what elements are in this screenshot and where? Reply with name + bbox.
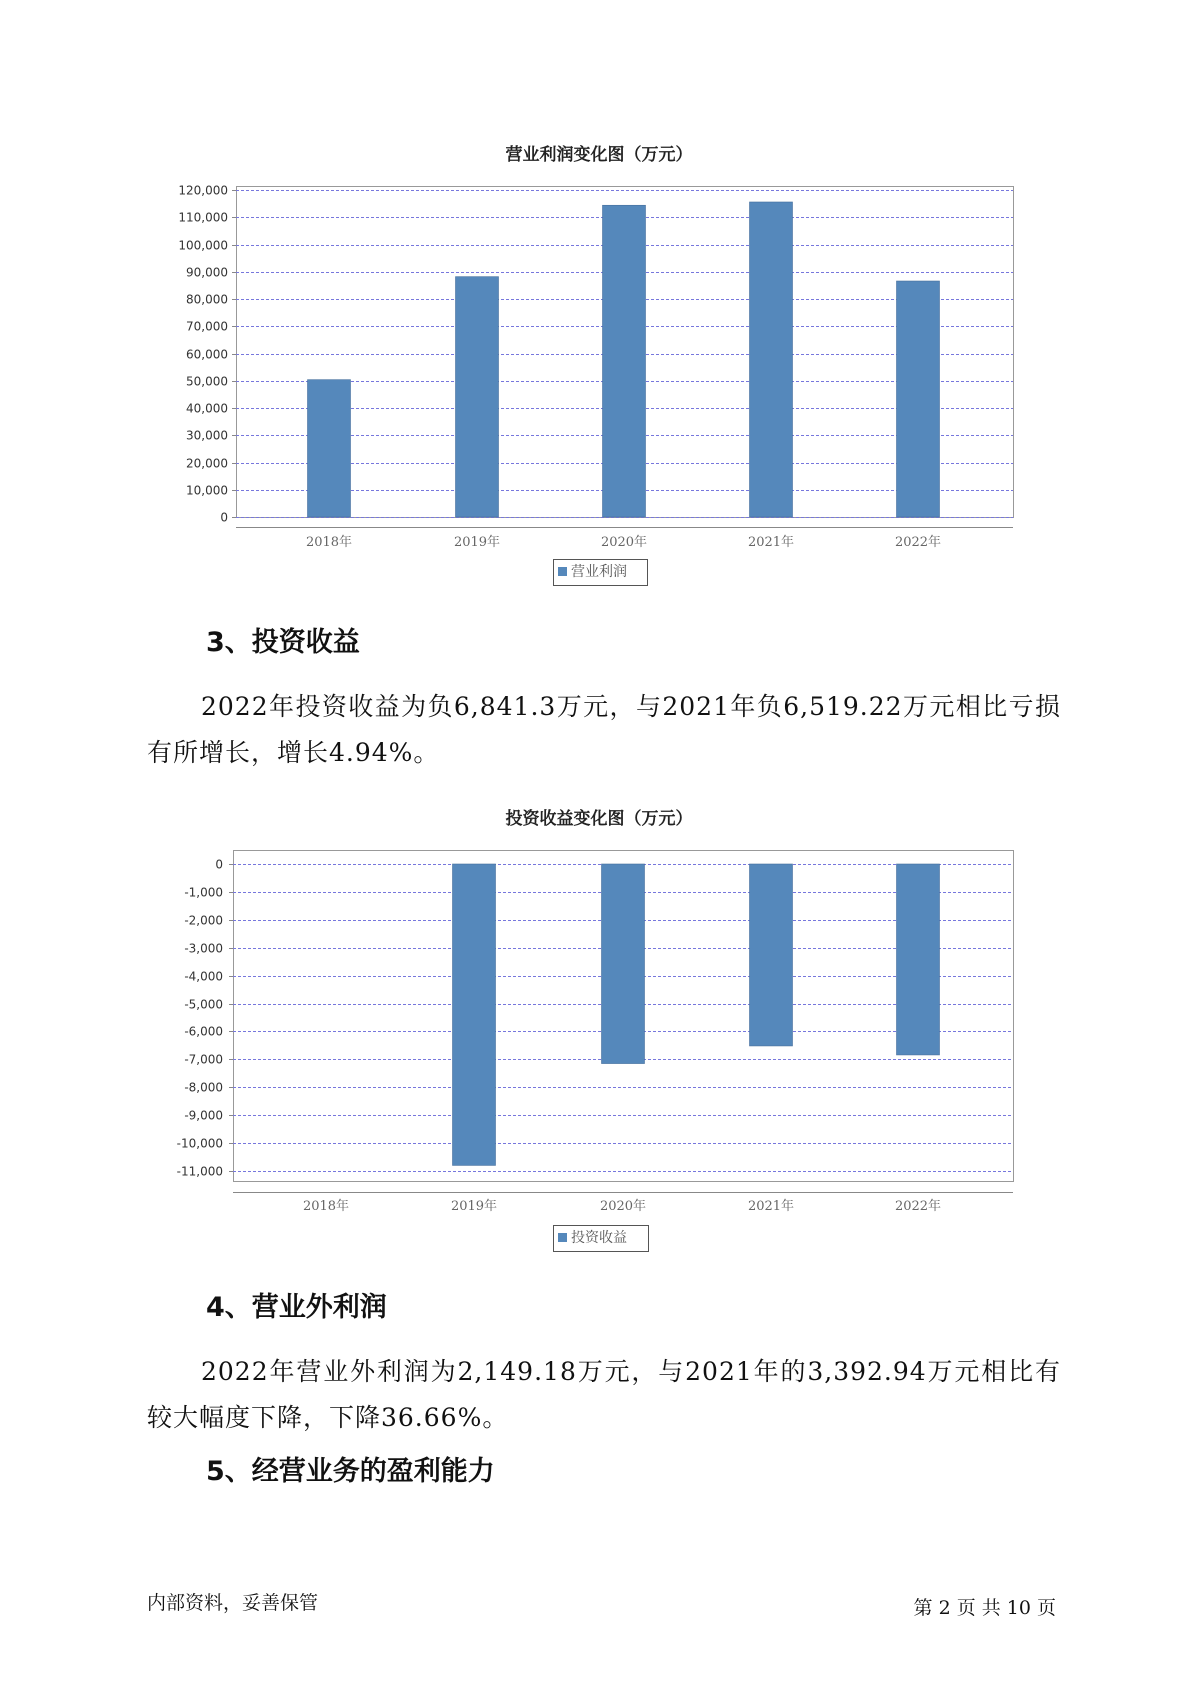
bar (602, 864, 645, 1064)
x-tick-label: 2021年 (747, 535, 795, 550)
legend-swatch (558, 1233, 567, 1242)
footer-confidential-note: 内部资料，妥善保管 (147, 1592, 319, 1614)
paragraph-line: 有所增长，增长4.94%。 (147, 738, 440, 767)
y-tick-label: -7,000 (184, 1052, 223, 1067)
section-heading-operating-profitability: 5、经营业务的盈利能力 (206, 1456, 495, 1487)
bar (456, 277, 499, 517)
bar (897, 281, 940, 517)
y-tick-label: 0 (215, 857, 223, 872)
y-tick-label: 80,000 (186, 292, 228, 307)
operating-profit-chart-title: 营业利润变化图（万元） (505, 145, 693, 165)
investment-income-chart-title: 投资收益变化图（万元） (505, 809, 693, 829)
y-tick-label: -2,000 (184, 913, 223, 928)
x-tick-label: 2022年 (894, 535, 942, 550)
x-tick-label: 2020年 (600, 535, 648, 550)
x-tick-label: 2018年 (305, 535, 353, 550)
bar (750, 864, 793, 1046)
y-tick-label: 60,000 (186, 347, 228, 362)
x-tick-label: 2018年 (302, 1199, 350, 1214)
section-heading-investment-income: 3、投资收益 (206, 627, 360, 658)
y-tick-label: 30,000 (186, 428, 228, 443)
bar (750, 202, 793, 517)
legend-swatch (558, 567, 567, 576)
y-tick-label: -5,000 (184, 997, 223, 1012)
investment-income-chart (177, 851, 1014, 1215)
paragraph-line: 较大幅度下降，下降36.66%。 (147, 1403, 509, 1432)
y-tick-label: 50,000 (186, 374, 228, 389)
paragraph-line: 2022年营业外利润为2,149.18万元，与2021年的3,392.94万元相比有 (201, 1357, 1061, 1386)
bar (308, 380, 351, 517)
x-tick-label: 2020年 (599, 1199, 647, 1214)
y-tick-label: -6,000 (184, 1024, 223, 1039)
legend-label: 营业利润 (571, 564, 627, 580)
y-tick-label: -8,000 (184, 1080, 223, 1095)
y-tick-label: -1,000 (184, 885, 223, 900)
operating-profit-chart (178, 184, 1013, 551)
y-tick-label: -9,000 (184, 1108, 223, 1123)
investment-income-chart-legend (553, 1225, 649, 1252)
x-tick-label: 2022年 (894, 1199, 942, 1214)
y-tick-label: 120,000 (178, 183, 228, 198)
y-tick-label: 110,000 (178, 210, 228, 225)
y-tick-label: 20,000 (186, 456, 228, 471)
footer-page-number: 第 2 页 共 10 页 (913, 1597, 1056, 1619)
y-tick-label: -11,000 (176, 1164, 223, 1179)
paragraph-line: 2022年投资收益为负6,841.3万元，与2021年负6,519.22万元相比亏损 (201, 692, 1061, 721)
y-tick-label: -3,000 (184, 941, 223, 956)
y-tick-label: 90,000 (186, 265, 228, 280)
y-tick-label: 100,000 (178, 238, 228, 253)
y-tick-label: 40,000 (186, 401, 228, 416)
legend-label: 投资收益 (571, 1230, 627, 1246)
bar (453, 864, 496, 1165)
y-tick-label: 10,000 (186, 483, 228, 498)
y-tick-label: 0 (220, 510, 228, 525)
x-tick-label: 2019年 (450, 1199, 498, 1214)
y-tick-label: -4,000 (184, 969, 223, 984)
section-heading-non-operating-profit: 4、营业外利润 (206, 1292, 387, 1323)
bar (603, 205, 646, 517)
operating-profit-chart-legend (553, 559, 648, 586)
x-tick-label: 2021年 (747, 1199, 795, 1214)
y-tick-label: -10,000 (176, 1136, 223, 1151)
y-tick-label: 70,000 (186, 319, 228, 334)
x-tick-label: 2019年 (453, 535, 501, 550)
bar (897, 864, 940, 1055)
